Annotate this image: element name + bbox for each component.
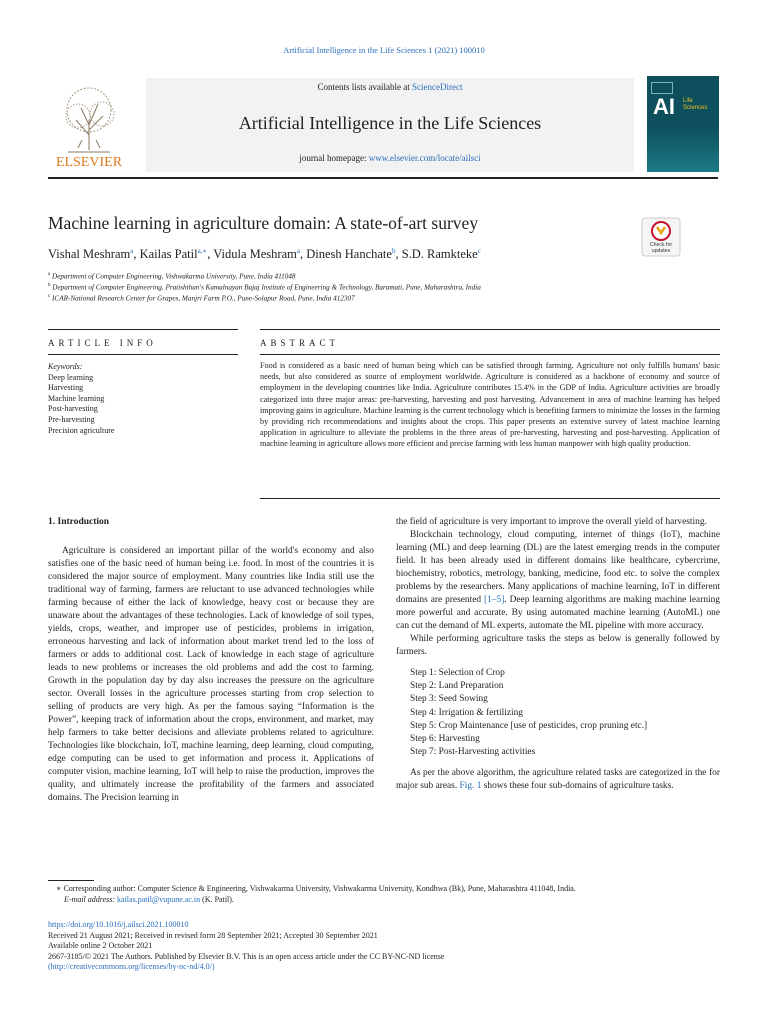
- right-paragraph-3: While performing agriculture tasks the steps as below is generally followed by farmers.: [396, 634, 720, 657]
- article-history: [48, 920, 444, 973]
- article-info-rule: [48, 329, 238, 330]
- license-link[interactable]: (http://creativecommons.org/licenses/by-nc-nd/4.0/): [48, 962, 215, 972]
- step-item: Step 2: Land Preparation: [410, 681, 504, 692]
- figure-link[interactable]: Fig. 1: [459, 781, 482, 792]
- right-column: [396, 516, 720, 793]
- check-updates-label: Check for updates: [649, 242, 673, 254]
- affiliation-b: $^b$ Department of Computer Engineering, Pratishthan's Kamalnayan Bajaj Institute of Engineering & Technology, Baramati, Pune, Maharashtra, India: [48, 283, 481, 292]
- journal-title: Artificial Intelligence in the Life Sciences: [238, 113, 542, 133]
- affiliation-c: $^c$ ICAR-National Research Center for Grapes, Manjri Farm P.O., Pune-Solapur Road, Pune, India 412307: [48, 294, 355, 303]
- header-rule: [48, 177, 718, 179]
- step-item: Step 3: Seed Sowing: [410, 694, 488, 705]
- contents-line: Contents lists available at ScienceDirect: [317, 82, 463, 92]
- left-column: [48, 545, 374, 805]
- elsevier-tree-logo: [48, 80, 130, 170]
- abstract-heading: ABSTRACT: [260, 338, 340, 348]
- author-affiliation-mark[interactable]: b: [391, 247, 396, 255]
- abstract-subrule: [260, 354, 720, 355]
- step-item: Step 4: Irrigation & fertilizing: [410, 707, 523, 718]
- abstract-text: Food is considered as a basic need of human being which can be satisfied through farming. Agriculture not only fulfills humans' basic needs, but also considered as source of employment worldwide. Agriculture is considered as a backbone of economy and source of employment in the developing countries like India. Agriculture contributes 15.4% in the GDP of India. Agriculture activities are broadly categorized into three major areas: pre-harvesting, harvesting and post harvesting. Advancement in area of machine learning has helped improving gains in agriculture. Machine learning is the current technology which is benefiting farmers to minimize the losses in the farming by providing rich recommendations and insights about the crops. This paper presents an extensive survey of latest machine learning application in agriculture to alleviate the problems in the three areas of pre-harvesting, harvesting and post-harvesting. Application of machine learning in agriculture allows more efficient and precise farming with less human manpower with high quality production.: [260, 361, 720, 449]
- step-item: Step 5: Crop Maintenance [use of pesticides, crop pruning etc.]: [410, 720, 648, 731]
- right-paragraph-2: Blockchain technology, cloud computing, internet of things (IoT), machine learning (ML) and deep learning (DL) are the latest emerging trends in the computer field. It has been already used in different domains like healthcare, cybercrime, biochemistry, robotics, metrology, banking, medicine, food etc. to solve the complex problems by the researchers. Many applications of machine learning, IoT in different domains are presented [1–5]. Deep learning algorithms are making machine learning more powerful and accurate. By using automated machine learning (AutoML) one can cut the demand of ML experts, automate the ML pipeline with more accuracy.: [396, 530, 720, 631]
- step-item: Step 7: Post-Harvesting activities: [410, 747, 536, 758]
- abstract-end-rule: [260, 498, 720, 499]
- homepage-link[interactable]: www.elsevier.com/locate/ailsci: [368, 153, 481, 163]
- author-list: [48, 247, 481, 262]
- step-item: Step 1: Selection of Crop: [410, 668, 505, 678]
- keywords-label: Keywords:: [48, 362, 83, 371]
- author-affiliation-mark[interactable]: a,∗: [197, 247, 208, 255]
- check-for-updates-badge[interactable]: [641, 217, 681, 257]
- available-online: Available online 2 October 2021: [48, 941, 153, 951]
- keyword-item[interactable]: Pre-harvesting: [48, 414, 95, 424]
- author-name[interactable]: Dinesh Hanchate: [306, 247, 392, 262]
- author-separator: ,: [299, 247, 307, 262]
- elsevier-wordmark: ELSEVIER: [55, 155, 123, 170]
- abstract-rule: [260, 329, 720, 330]
- journal-citation[interactable]: Artificial Intelligence in the Life Sciences 1 (2021) 100010: [283, 45, 485, 55]
- author-name[interactable]: S.D. Ramkteke: [401, 247, 478, 262]
- received-dates: Received 21 August 2021; Received in revised form 28 September 2021; Accepted 30 September 2021: [48, 930, 378, 940]
- author-name[interactable]: Kailas Patil: [139, 247, 198, 262]
- article-title: Machine learning in agriculture domain: A state-of-art survey: [48, 213, 479, 233]
- keyword-item[interactable]: Harvesting: [48, 383, 84, 393]
- keyword-item[interactable]: Post-harvesting: [48, 404, 98, 414]
- license-text: 2667-3185/© 2021 The Authors. Published by Elsevier B.V. This is an open access article under the CC BY-NC-ND license: [48, 951, 445, 961]
- keyword-item[interactable]: Machine learning: [48, 393, 105, 403]
- author-separator: ,: [207, 247, 214, 262]
- keyword-item[interactable]: Precision agriculture: [48, 425, 115, 435]
- author-email-link[interactable]: kailas.patil@vupune.ac.in: [117, 895, 201, 904]
- doi-link[interactable]: https://doi.org/10.1016/j.ailsci.2021.100010: [48, 920, 189, 929]
- sciencedirect-link[interactable]: ScienceDirect: [412, 82, 463, 92]
- journal-cover-thumbnail[interactable]: [647, 76, 719, 172]
- intro-paragraph: Agriculture is considered an important pillar of the world's economy and also satisfies one of the basic need of human being i.e. food. In most of the countries it is considered the major source of employment. Many countries like India still use the traditional way of farming, farmers are reluctant to use advanced technologies while farming because of either the lack of knowledge, heavy cost or because they are unaware about the advantages of these technologies. Lack of knowledge of soil types, yields, crops, weather, and improper use of pesticides, problems in irrigation, erroneous harvesting and lack of information about market trend led to the loss of farmers or adds to additional cost. Lack of knowledge in each stage of agriculture leads to new problems or increases the old problems and add the cost to farming. Growth in the population day by day also increases the pressure on the agriculture sector. Overall losses in the agriculture processes starting from crop selection to selling of products are very high. As per the famous saying “Information is the Power”, keeping track of information about the crops, environment, and market, may help farmers to take better decisions and alleviate problems related to agriculture. Technologies like blockchain, IoT, machine learning, deep learning, cloud computing, edge computing can be used to get information and process it. Applications of computer vision, machine learning, IoT will help to raise the production, improves the quality, and ultimately increase the profitability of the farmers and associated domains. The Precision learning in: [48, 546, 374, 803]
- author-name[interactable]: Vidula Meshram: [213, 247, 297, 262]
- section-heading-introduction: 1. Introduction: [48, 517, 110, 527]
- author-separator: ,: [395, 247, 402, 262]
- footnote-mark: ∗: [56, 884, 62, 893]
- author-affiliation-mark[interactable]: a: [130, 247, 134, 255]
- cover-subtitle: Life Sciences: [683, 98, 708, 111]
- keywords-block: [48, 362, 114, 436]
- right-paragraph-1: the field of agriculture is very important to improve the overall yield of harvesting.: [396, 517, 707, 527]
- reference-link[interactable]: [1–5]: [484, 595, 505, 605]
- author-affiliation-mark[interactable]: a: [296, 247, 300, 255]
- cover-art: [647, 126, 719, 172]
- journal-homepage: journal homepage: www.elsevier.com/locate/ailsci: [299, 153, 481, 163]
- article-info-subrule: [48, 354, 238, 355]
- affiliation-a: $^a$ Department of Computer Engineering, Vishwakarma University, Pune, India 411048: [48, 272, 296, 281]
- author-name[interactable]: Vishal Meshram: [48, 247, 131, 262]
- cover-badge: [651, 82, 673, 94]
- author-separator: ,: [133, 247, 140, 262]
- right-paragraph-4: As per the above algorithm, the agriculture related tasks are categorized in the for major sub areas. Fig. 1 shows these four sub-domains of agriculture tasks.: [396, 768, 720, 792]
- cover-ai-text: AI: [653, 94, 675, 119]
- corresponding-author-footnote: ∗ Corresponding author: Computer Science & Engineering, Vishwakarma University, Vishwakarma University, Kondhwa (Bk), Pune, Maharashtra 411048, India. E-mail address: kailas.patil@vupune.ac.in (K. Patil).: [56, 884, 576, 904]
- steps-list: [410, 667, 720, 759]
- footnote-rule: [48, 880, 94, 881]
- step-item: Step 6: Harvesting: [410, 734, 480, 745]
- keyword-item[interactable]: Deep learning: [48, 372, 94, 382]
- author-affiliation-mark[interactable]: c: [477, 247, 481, 255]
- article-info-heading: ARTICLE INFO: [48, 338, 157, 348]
